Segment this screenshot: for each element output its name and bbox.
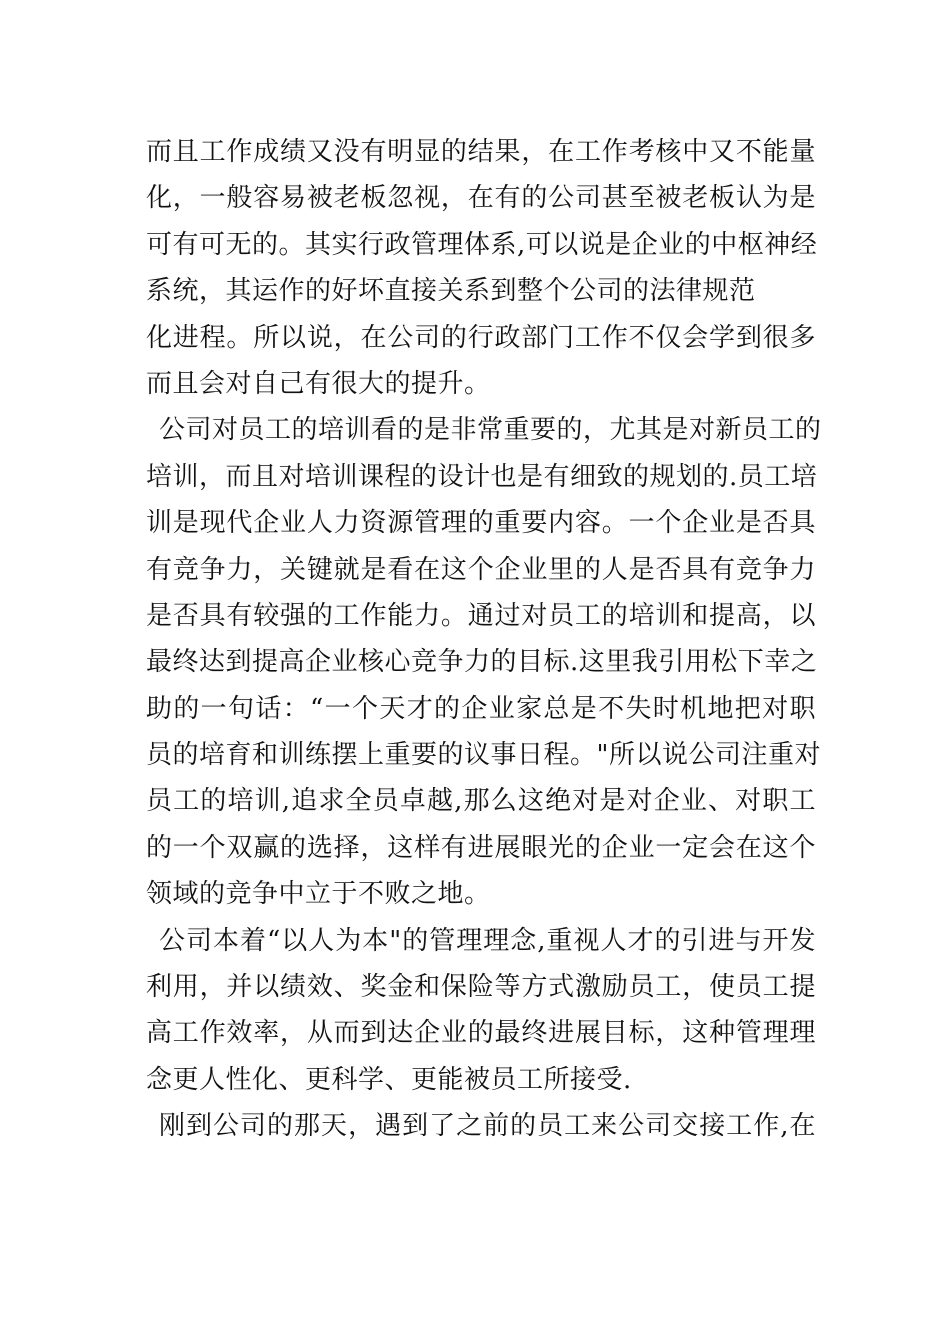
text-line: 助的一句话：“一个天才的企业家总是不失时机地把对职 [146,693,816,724]
text-line: 公司对员工的培训看的是非常重要的，尤其是对新员工的 [159,415,822,446]
text-line: 而且工作成绩又没有明显的结果，在工作考核中又不能量 [146,137,816,167]
text-line: 培训，而且对培训课程的设计也是有细致的规划的.员工培 [146,461,818,492]
text-line: 领域的竞争中立于不败之地。 [146,879,491,910]
text-line: 员工的培训,追求全员卓越,那么这绝对是对企业、对职工 [146,786,816,817]
body-text [146,129,822,1150]
text-line: 高工作效率，从而到达企业的最终进展目标，这种管理理 [146,1018,816,1049]
text-line: 可有可无的。其实行政管理体系,可以说是企业的中枢神经 [146,229,818,260]
text-line: 训是现代企业人力资源管理的重要内容。一个企业是否具 [146,508,816,539]
text-line: 公司本着“以人为本"的管理理念,重视人才的引进与开发 [159,925,816,956]
text-line: 员的培育和训练摆上重要的议事日程。"所以说公司注重对 [146,740,821,771]
text-line: 系统，其运作的好坏直接关系到整个公司的法律规范 [146,276,756,307]
text-line: 化，一般容易被老板忽视，在有的公司甚至被老板认为是 [146,183,816,214]
text-line: 是否具有较强的工作能力。通过对员工的培训和提高，以 [146,600,816,631]
text-line: 有竞争力，关键就是看在这个企业里的人是否具有竞争力 [146,554,816,585]
text-line: 最终达到提高企业核心竞争力的目标.这里我引用松下幸之 [146,647,818,678]
text-line: 而且会对自己有很大的提升。 [146,368,491,399]
text-line: 念更人性化、更科学、更能被员工所接受. [146,1064,632,1095]
text-line: 利用，并以绩效、奖金和保险等方式激励员工，使员工提 [146,972,816,1003]
text-line: 的一个双赢的选择，这样有进展眼光的企业一定会在这个 [146,832,816,863]
text-line: 刚到公司的那天，遇到了之前的员工来公司交接工作,在 [159,1111,816,1142]
text-line: 化进程。所以说，在公司的行政部门工作不仅会学到很多 [146,322,816,353]
